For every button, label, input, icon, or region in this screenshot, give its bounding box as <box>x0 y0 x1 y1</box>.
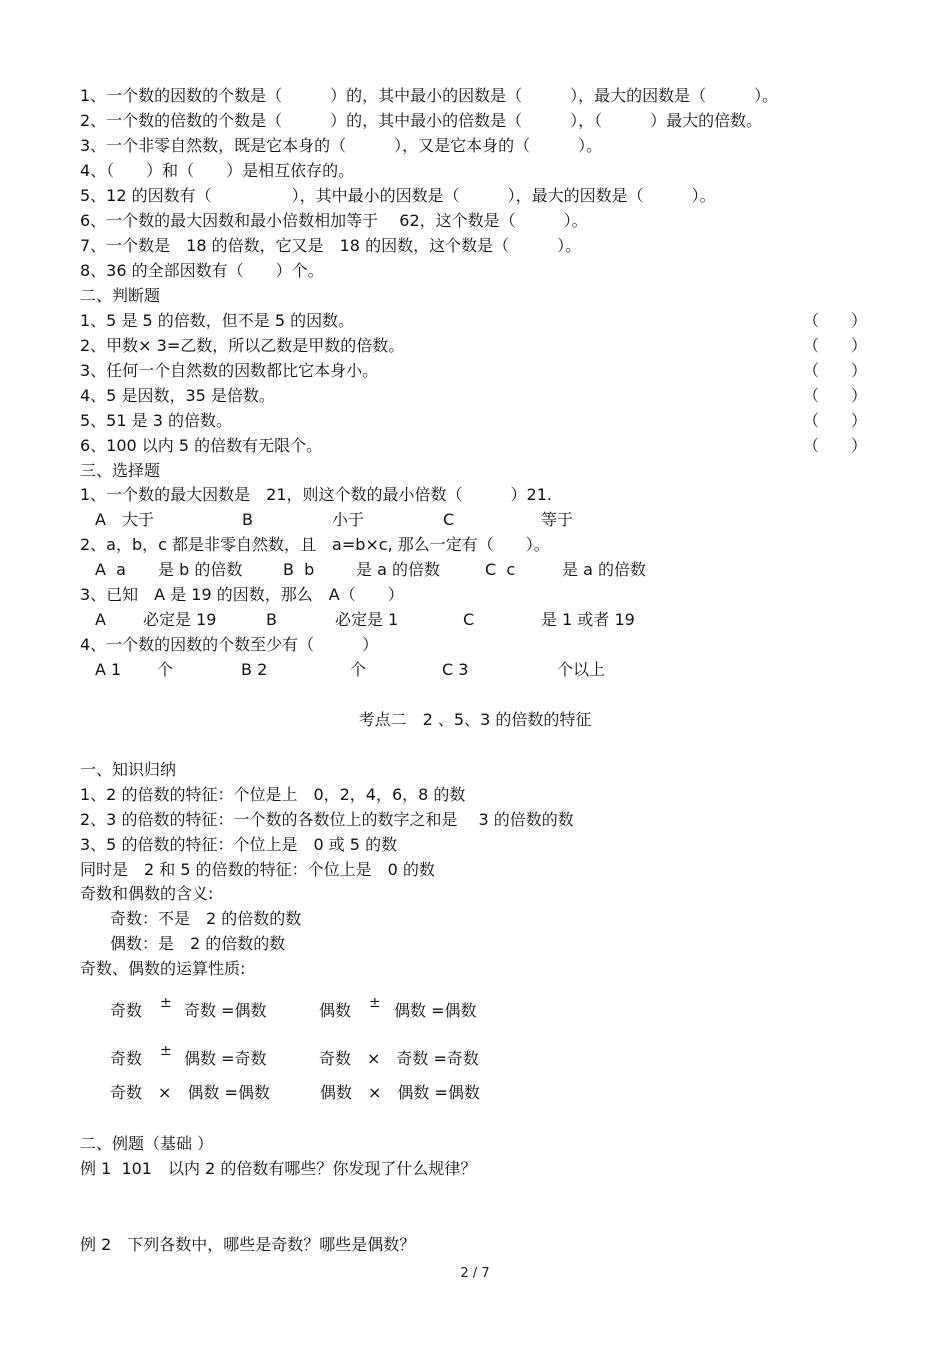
choice-option: 是 1 或者 19 <box>541 610 635 629</box>
even-definition: 偶数：是 2 的倍数的数 <box>110 934 286 953</box>
fill-question-7: 7、一个数是 18 的倍数，它又是 18 的因数，这个数是（ ）。 <box>80 236 582 255</box>
choice-option: C c <box>485 560 516 579</box>
op-row1-right-term: 偶数 <box>319 1001 352 1020</box>
op-row3-right: 偶数 × 偶数 =偶数 <box>320 1083 480 1102</box>
rule-line-1: 1、2 的倍数的特征：个位是上 0，2，4，6，8 的数 <box>80 785 466 804</box>
fill-question-6: 6、一个数的最大因数和最小倍数相加等于 62，这个数是（ ）。 <box>80 211 588 230</box>
judge-item-2: 2、甲数× 3=乙数，所以乙数是甲数的倍数。 <box>80 336 405 355</box>
operation-properties-title: 奇数、偶数的运算性质: <box>80 959 246 978</box>
choice-option: B b <box>283 560 315 579</box>
choice-option: A a <box>95 560 126 579</box>
op-row2-left-term: 奇数 <box>110 1049 143 1068</box>
choice-option: C <box>443 510 455 529</box>
judge-item-3: 3、任何一个自然数的因数都比它本身小。 <box>80 361 379 380</box>
choice-option: 个以上 <box>557 660 606 679</box>
rule-line-2: 2、3 的倍数的特征：一个数的各数位上的数字之和是 3 的倍数的数 <box>80 810 574 829</box>
plus-minus-symbol: ± <box>160 1043 172 1059</box>
judge-answer-paren: （ ） <box>803 411 868 430</box>
fill-question-5: 5、12 的因数有（ ），其中最小的因数是（ ），最大的因数是（ ）。 <box>80 186 716 205</box>
choice-option: 必定是 1 <box>335 610 399 629</box>
examples-title: 二、例题（基础 ） <box>80 1134 214 1153</box>
odd-even-meaning-title: 奇数和偶数的含义: <box>80 884 214 903</box>
choice-option: B <box>242 510 253 529</box>
op-row1-left-term: 奇数 <box>110 1001 143 1020</box>
rule-line-3: 3、5 的倍数的特征：个位上是 0 或 5 的数 <box>80 835 398 854</box>
op-row1-right-result: 偶数 =偶数 <box>394 1001 477 1020</box>
odd-definition: 奇数：不是 2 的倍数的数 <box>110 909 302 928</box>
op-row3-left: 奇数 × 偶数 =偶数 <box>110 1083 270 1102</box>
choice-option: A <box>95 610 106 629</box>
judge-item-4: 4、5 是因数，35 是倍数。 <box>80 386 275 405</box>
section-heading: 考点二 2 、5、3 的倍数的特征 <box>358 710 592 729</box>
judge-item-6: 6、100 以内 5 的倍数有无限个。 <box>80 436 323 455</box>
op-row2-right: 奇数 × 奇数 =奇数 <box>319 1049 479 1068</box>
judge-section-title: 二、判断题 <box>80 286 161 305</box>
choice-option: A 1 <box>95 660 122 679</box>
choice-option: A 大于 <box>95 510 154 529</box>
choice-section-title: 三、选择题 <box>80 461 161 480</box>
choice-option: 是 a 的倍数 <box>356 560 440 579</box>
choice-question-1: 1、一个数的最大因数是 21，则这个数的最小倍数（ ）21. <box>80 485 552 504</box>
summary-title: 一、知识归纳 <box>80 760 177 779</box>
judge-answer-paren: （ ） <box>803 436 868 455</box>
choice-question-3: 3、已知 A 是 19 的因数，那么 A（ ） <box>80 585 404 604</box>
fill-question-4: 4、（ ）和（ ）是相互依存的。 <box>80 161 355 180</box>
fill-question-2: 2、一个数的倍数的个数是（ ）的，其中最小的倍数是（ ），（ ）最大的倍数。 <box>80 111 763 130</box>
page-number: 2 / 7 <box>460 1266 490 1281</box>
op-row1-left-result: 奇数 =偶数 <box>184 1001 267 1020</box>
choice-option: 个 <box>350 660 367 679</box>
fill-question-3: 3、一个非零自然数，既是它本身的（ ），又是它本身的（ ）。 <box>80 136 603 155</box>
choice-option: 必定是 19 <box>143 610 217 629</box>
choice-option: 是 b 的倍数 <box>158 560 243 579</box>
judge-answer-paren: （ ） <box>803 311 868 330</box>
rule-line-4: 同时是 2 和 5 的倍数的特征：个位上是 0 的数 <box>80 860 435 879</box>
fill-question-8: 8、36 的全部因数有（ ）个。 <box>80 261 324 280</box>
fill-question-1: 1、一个数的因数的个数是（ ）的，其中最小的因数是（ ），最大的因数是（ ）。 <box>80 86 779 105</box>
choice-option: 小于 <box>332 510 365 529</box>
choice-option: 是 a 的倍数 <box>562 560 646 579</box>
choice-question-4: 4、一个数的因数的个数至少有（ ） <box>80 635 379 654</box>
judge-item-5: 5、51 是 3 的倍数。 <box>80 411 232 430</box>
judge-answer-paren: （ ） <box>803 361 868 380</box>
plus-minus-symbol: ± <box>369 995 381 1011</box>
choice-option: B <box>266 610 277 629</box>
choice-question-2: 2、a，b，c 都是非零自然数，且 a=b×c, 那么一定有（ ）。 <box>80 535 550 554</box>
choice-option: B 2 <box>241 660 268 679</box>
choice-option: 个 <box>157 660 174 679</box>
choice-option: 等于 <box>541 510 574 529</box>
op-row2-left-result: 偶数 =奇数 <box>184 1049 267 1068</box>
plus-minus-symbol: ± <box>160 995 172 1011</box>
choice-option: C 3 <box>442 660 469 679</box>
example-2: 例 2 下列各数中，哪些是奇数？哪些是偶数？ <box>80 1235 416 1254</box>
judge-item-1: 1、5 是 5 的倍数，但不是 5 的因数。 <box>80 311 355 330</box>
example-1: 例 1 101 以内 2 的倍数有哪些？你发现了什么规律？ <box>80 1159 477 1178</box>
choice-option: C <box>463 610 475 629</box>
judge-answer-paren: （ ） <box>803 386 868 405</box>
judge-answer-paren: （ ） <box>803 336 868 355</box>
